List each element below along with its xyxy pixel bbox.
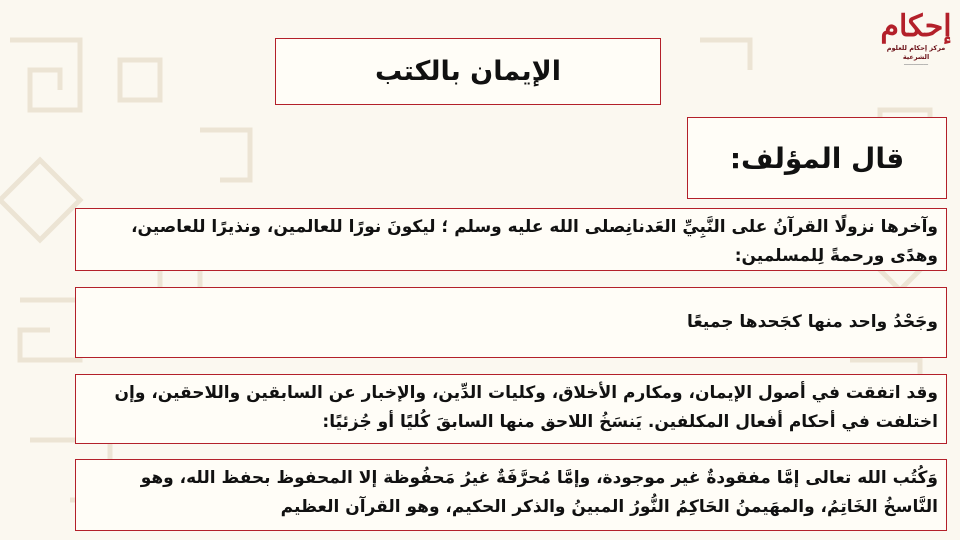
paragraph-box-3 [75, 374, 947, 444]
paragraph-text-3: وقد اتفقت في أصول الإيمان، ومكارم الأخلاق، وكليات الدِّين، والإخبار عن السابقين واللاحقين، وإن اختلفت في أحكام أفعال المكلفين. يَنسَخُ اللاحق منها السابقَ كُليًا أو جُزئيًا: [114, 383, 938, 432]
paragraph-box-1 [75, 208, 947, 271]
center-logo [880, 10, 952, 72]
paragraph-box-4 [75, 459, 947, 531]
paragraph-text-2: وجَحْدُ واحد منها كجَحدها جميعًا [686, 312, 938, 332]
logo-tagline-line: ━━━━━━━━━━ [903, 62, 929, 67]
author-heading-box [687, 117, 947, 199]
logo-subtitle: مركز إحكام للعلوم الشرعية [886, 44, 946, 61]
paragraph-text-1: وآخرها نزولًا القرآنُ على النَّبِيِّ العَدنانِصلى الله عليه وسلم ؛ ليكونَ نورًا للعالمين، ونذيرًا للعاصين، وهدًى ورحمةً لِلمسلمين: [131, 217, 938, 266]
title-box [275, 38, 661, 105]
page-title: الإيمان بالكتب [375, 56, 561, 87]
paragraph-box-2 [75, 287, 947, 358]
author-heading: قال المؤلف: [729, 141, 905, 175]
logo-mark: إحكام [880, 9, 952, 44]
paragraph-text-4: وَكُتُب الله تعالى إمَّا مفقودةٌ غير موجودة، وإمَّا مُحرَّفَةٌ غيرُ مَحفُوظة إلا المحفوظ بحفظ الله، وهو النَّاسخُ الخَاتِمُ، والمهَيمنُ الحَاكِمُ النُّورُ المبينُ والذكر الحكيم، وهو القرآن العظيم [140, 468, 938, 517]
